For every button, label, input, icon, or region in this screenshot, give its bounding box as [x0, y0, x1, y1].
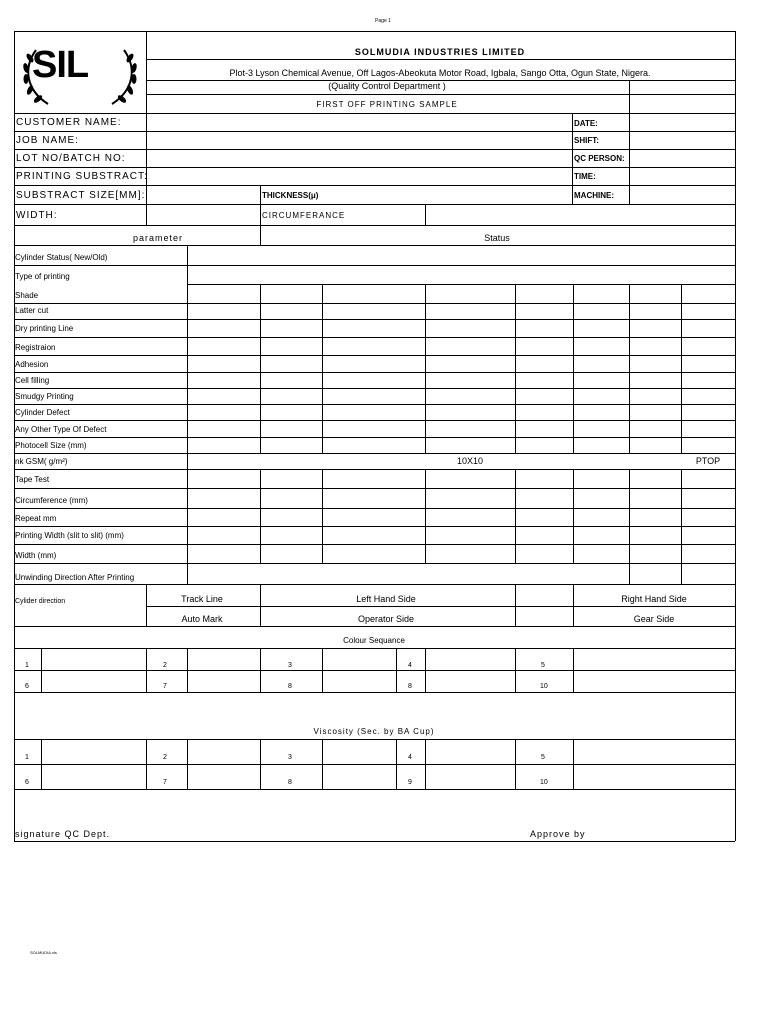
circumference-label: CIRCUMFERANCE	[262, 211, 346, 220]
thickness-label: THICKNESS(μ)	[262, 191, 319, 200]
colour-seq-number: 3	[288, 662, 292, 669]
viscosity-number: 6	[25, 779, 29, 786]
viscosity-number: 7	[163, 779, 167, 786]
viscosity-number: 5	[541, 754, 545, 761]
machine-label: MACHINE:	[574, 191, 614, 200]
parameter-header: parameter	[132, 233, 184, 243]
time-label: TIME:	[574, 172, 596, 181]
param-row-label: Dry printing Line	[15, 324, 74, 333]
viscosity-number: 10	[540, 779, 548, 786]
shift-label: SHIFT:	[574, 136, 599, 145]
ink-gsm-ptop-label: PTOP	[695, 456, 721, 466]
param-row-label: Latter cut	[15, 306, 49, 315]
approve-by-label: Approve by	[530, 829, 586, 839]
colour-seq-number: 10	[540, 683, 548, 690]
param-row-label: Shade	[15, 291, 39, 300]
param-row-label: Printing Width (slit to slit) (mm)	[15, 531, 124, 540]
param-row-label: Cylinder Status( New/Old)	[15, 253, 108, 262]
param-row-label: Adhesion	[15, 360, 49, 369]
page-marker: Page 1	[375, 18, 391, 24]
param-row-label: Any Other Type Of Defect	[15, 425, 107, 434]
footer-marker: SOLMUDIA.xls	[30, 950, 57, 955]
operator-side-label: Operator Side	[357, 614, 415, 624]
ink-gsm-10x10-label: 10X10	[456, 456, 484, 466]
viscosity-number: 4	[408, 754, 412, 761]
param-row-label: Smudgy Printing	[15, 392, 74, 401]
param-row-label: Repeat mm	[15, 514, 57, 523]
param-row-label: Registraion	[15, 343, 56, 352]
viscosity-number: 9	[408, 779, 412, 786]
viscosity-number: 3	[288, 754, 292, 761]
viscosity-number: 2	[163, 754, 167, 761]
auto-mark-label: Auto Mark	[181, 614, 223, 624]
param-row-label: Type of printing	[15, 272, 70, 281]
gear-side-label: Gear Side	[633, 614, 675, 624]
form-title: FIRST OFF PRINTING SAMPLE	[316, 100, 458, 109]
colour-seq-number: 8	[288, 683, 292, 690]
company-address: Plot-3 Lyson Chemical Avenue, Off Lagos-Abeokuta Motor Road, Igbala, Sango Otta, Ogun State, Nigera.	[229, 68, 651, 78]
viscosity-title: Viscosity (Sec. by BA Cup)	[313, 727, 435, 736]
company-logo	[18, 38, 142, 110]
colour-seq-number: 8	[408, 683, 412, 690]
param-row-label: Circumference (mm)	[15, 496, 88, 505]
logo-text: SIL	[32, 44, 89, 86]
cylinder-direction-label: Cylider direction	[15, 598, 66, 605]
width-label: WIDTH:	[16, 210, 58, 221]
left-hand-side-label: Left Hand Side	[356, 594, 416, 604]
param-row-label: Unwinding Direction After Printing	[15, 573, 135, 582]
job-name-label: JOB NAME:	[16, 135, 79, 146]
viscosity-number: 1	[25, 754, 29, 761]
colour-seq-number: 5	[541, 662, 545, 669]
track-line-label: Track Line	[181, 594, 223, 604]
colour-seq-number: 2	[163, 662, 167, 669]
colour-seq-number: 1	[25, 662, 29, 669]
colour-sequence-title: Colour Sequance	[343, 636, 405, 645]
colour-seq-number: 7	[163, 683, 167, 690]
colour-seq-number: 6	[25, 683, 29, 690]
customer-name-label: CUSTOMER NAME:	[16, 117, 122, 128]
colour-seq-number: 4	[408, 662, 412, 669]
param-row-label: Cylinder Defect	[15, 408, 70, 417]
param-row-label: Cell filling	[15, 376, 50, 385]
param-row-label: Photocell Size (mm)	[15, 441, 87, 450]
department-label: (Quality Control Department )	[328, 81, 446, 91]
substract-size-label: SUBSTRACT SIZE[MM]:	[16, 190, 146, 201]
lot-no-label: LOT NO/BATCH NO:	[16, 153, 126, 164]
qc-person-label: QC PERSON:	[574, 154, 625, 163]
param-row-label: nk GSM( g/m²)	[15, 457, 68, 466]
status-header: Status	[484, 233, 510, 243]
param-row-label: Tape Test	[15, 475, 50, 484]
right-hand-side-label: Right Hand Side	[621, 594, 687, 604]
viscosity-number: 8	[288, 779, 292, 786]
printing-substract-label: PRINTING SUBSTRACT:	[16, 171, 148, 182]
qc-signature-label: signature QC Dept.	[15, 829, 111, 839]
param-row-label: Width (mm)	[15, 551, 57, 560]
company-name: SOLMUDIA INDUSTRIES LIMITED	[354, 47, 526, 57]
date-label: DATE:	[574, 119, 598, 128]
